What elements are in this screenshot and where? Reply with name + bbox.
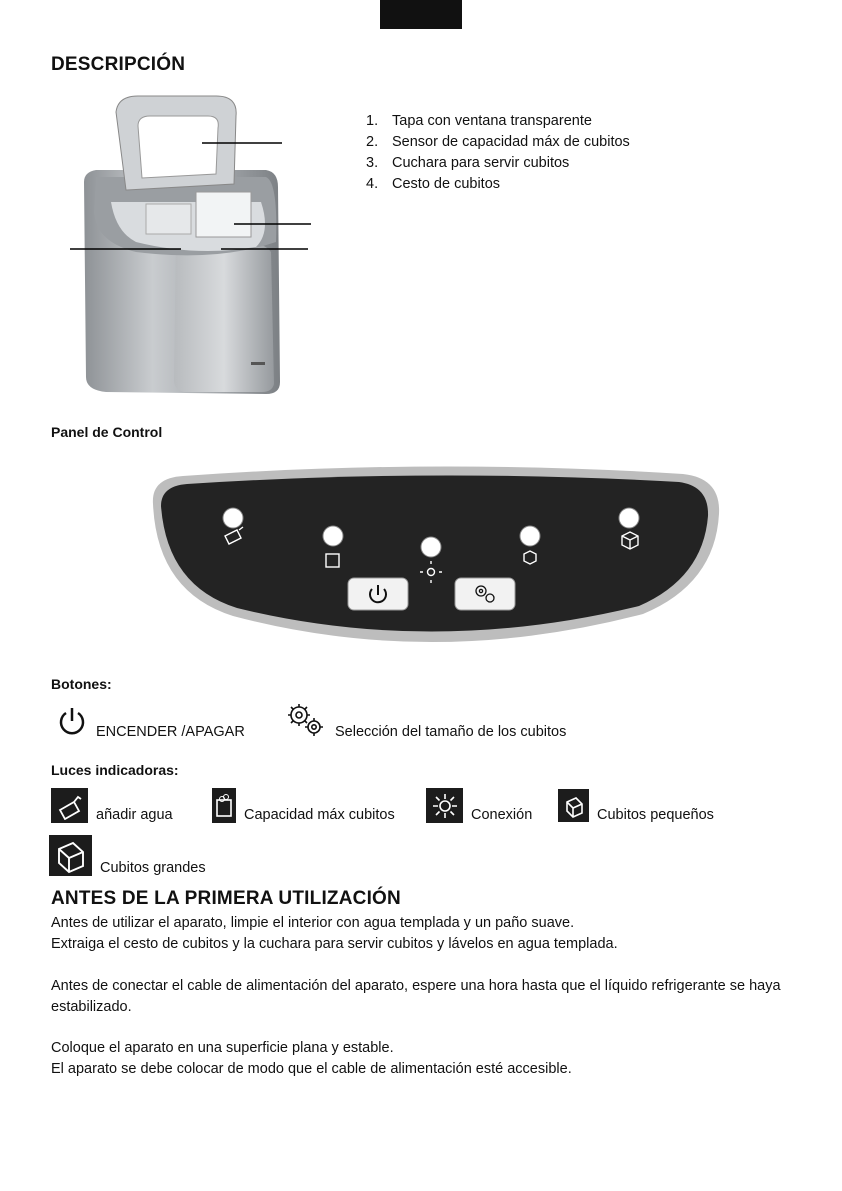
section-heading-description: DESCRIPCIÓN — [51, 54, 186, 75]
first-use-paragraph-1: Antes de utilizar el aparato, limpie el interior con agua templada y un paño suave. Extraiga el cesto de cubitos y la cuchara para servir cubitos y lávelos en agua templada. — [51, 915, 618, 952]
feature-item: 3. Cuchara para servir cubitos — [366, 155, 570, 171]
large-cube-icon — [49, 835, 92, 876]
indicators-heading: Luces indicadoras: — [51, 762, 179, 778]
sun-icon — [426, 788, 463, 823]
feature-item: 2. Sensor de capacidad máx de cubitos — [366, 134, 630, 150]
button-legend-power: ENCENDER /APAGAR — [56, 698, 245, 743]
control-panel-heading: Panel de Control — [51, 424, 163, 440]
indicator-small-cubes: Cubitos pequeños — [558, 785, 714, 826]
feature-list — [366, 111, 630, 195]
header-tab — [380, 0, 462, 29]
indicator-connection: Conexión — [426, 785, 532, 826]
power-icon — [56, 704, 88, 738]
section-heading-first-use: ANTES DE LA PRIMERA UTILIZACIÓN — [51, 888, 401, 909]
small-cube-icon — [558, 789, 589, 822]
ice-maker-illustration — [66, 92, 316, 402]
feature-item: 4. Cesto de cubitos — [366, 176, 501, 192]
indicator-add-water: añadir agua — [51, 785, 173, 826]
feature-item: 1. Tapa con ventana transparente — [366, 113, 592, 129]
first-use-paragraph-3: Coloque el aparato en una superficie plana y estable. El aparato se debe colocar de modo que el cable de alimentación esté accesible. — [51, 1040, 572, 1077]
buttons-heading: Botones: — [51, 676, 112, 692]
button-legend-size: Selección del tamaño de los cubitos — [284, 694, 566, 743]
control-panel-illustration — [143, 464, 723, 644]
first-use-paragraph-2: Antes de conectar el cable de alimentación del aparato, espere una hora hasta que el líquido refrigerante se haya estabilizado. — [51, 978, 781, 1015]
gears-icon — [284, 700, 326, 738]
indicator-large-cubes: Cubitos grandes — [49, 832, 206, 879]
ice-full-icon — [212, 788, 236, 823]
indicator-ice-full: Capacidad máx cubitos — [212, 785, 395, 826]
add-water-icon — [51, 788, 88, 823]
